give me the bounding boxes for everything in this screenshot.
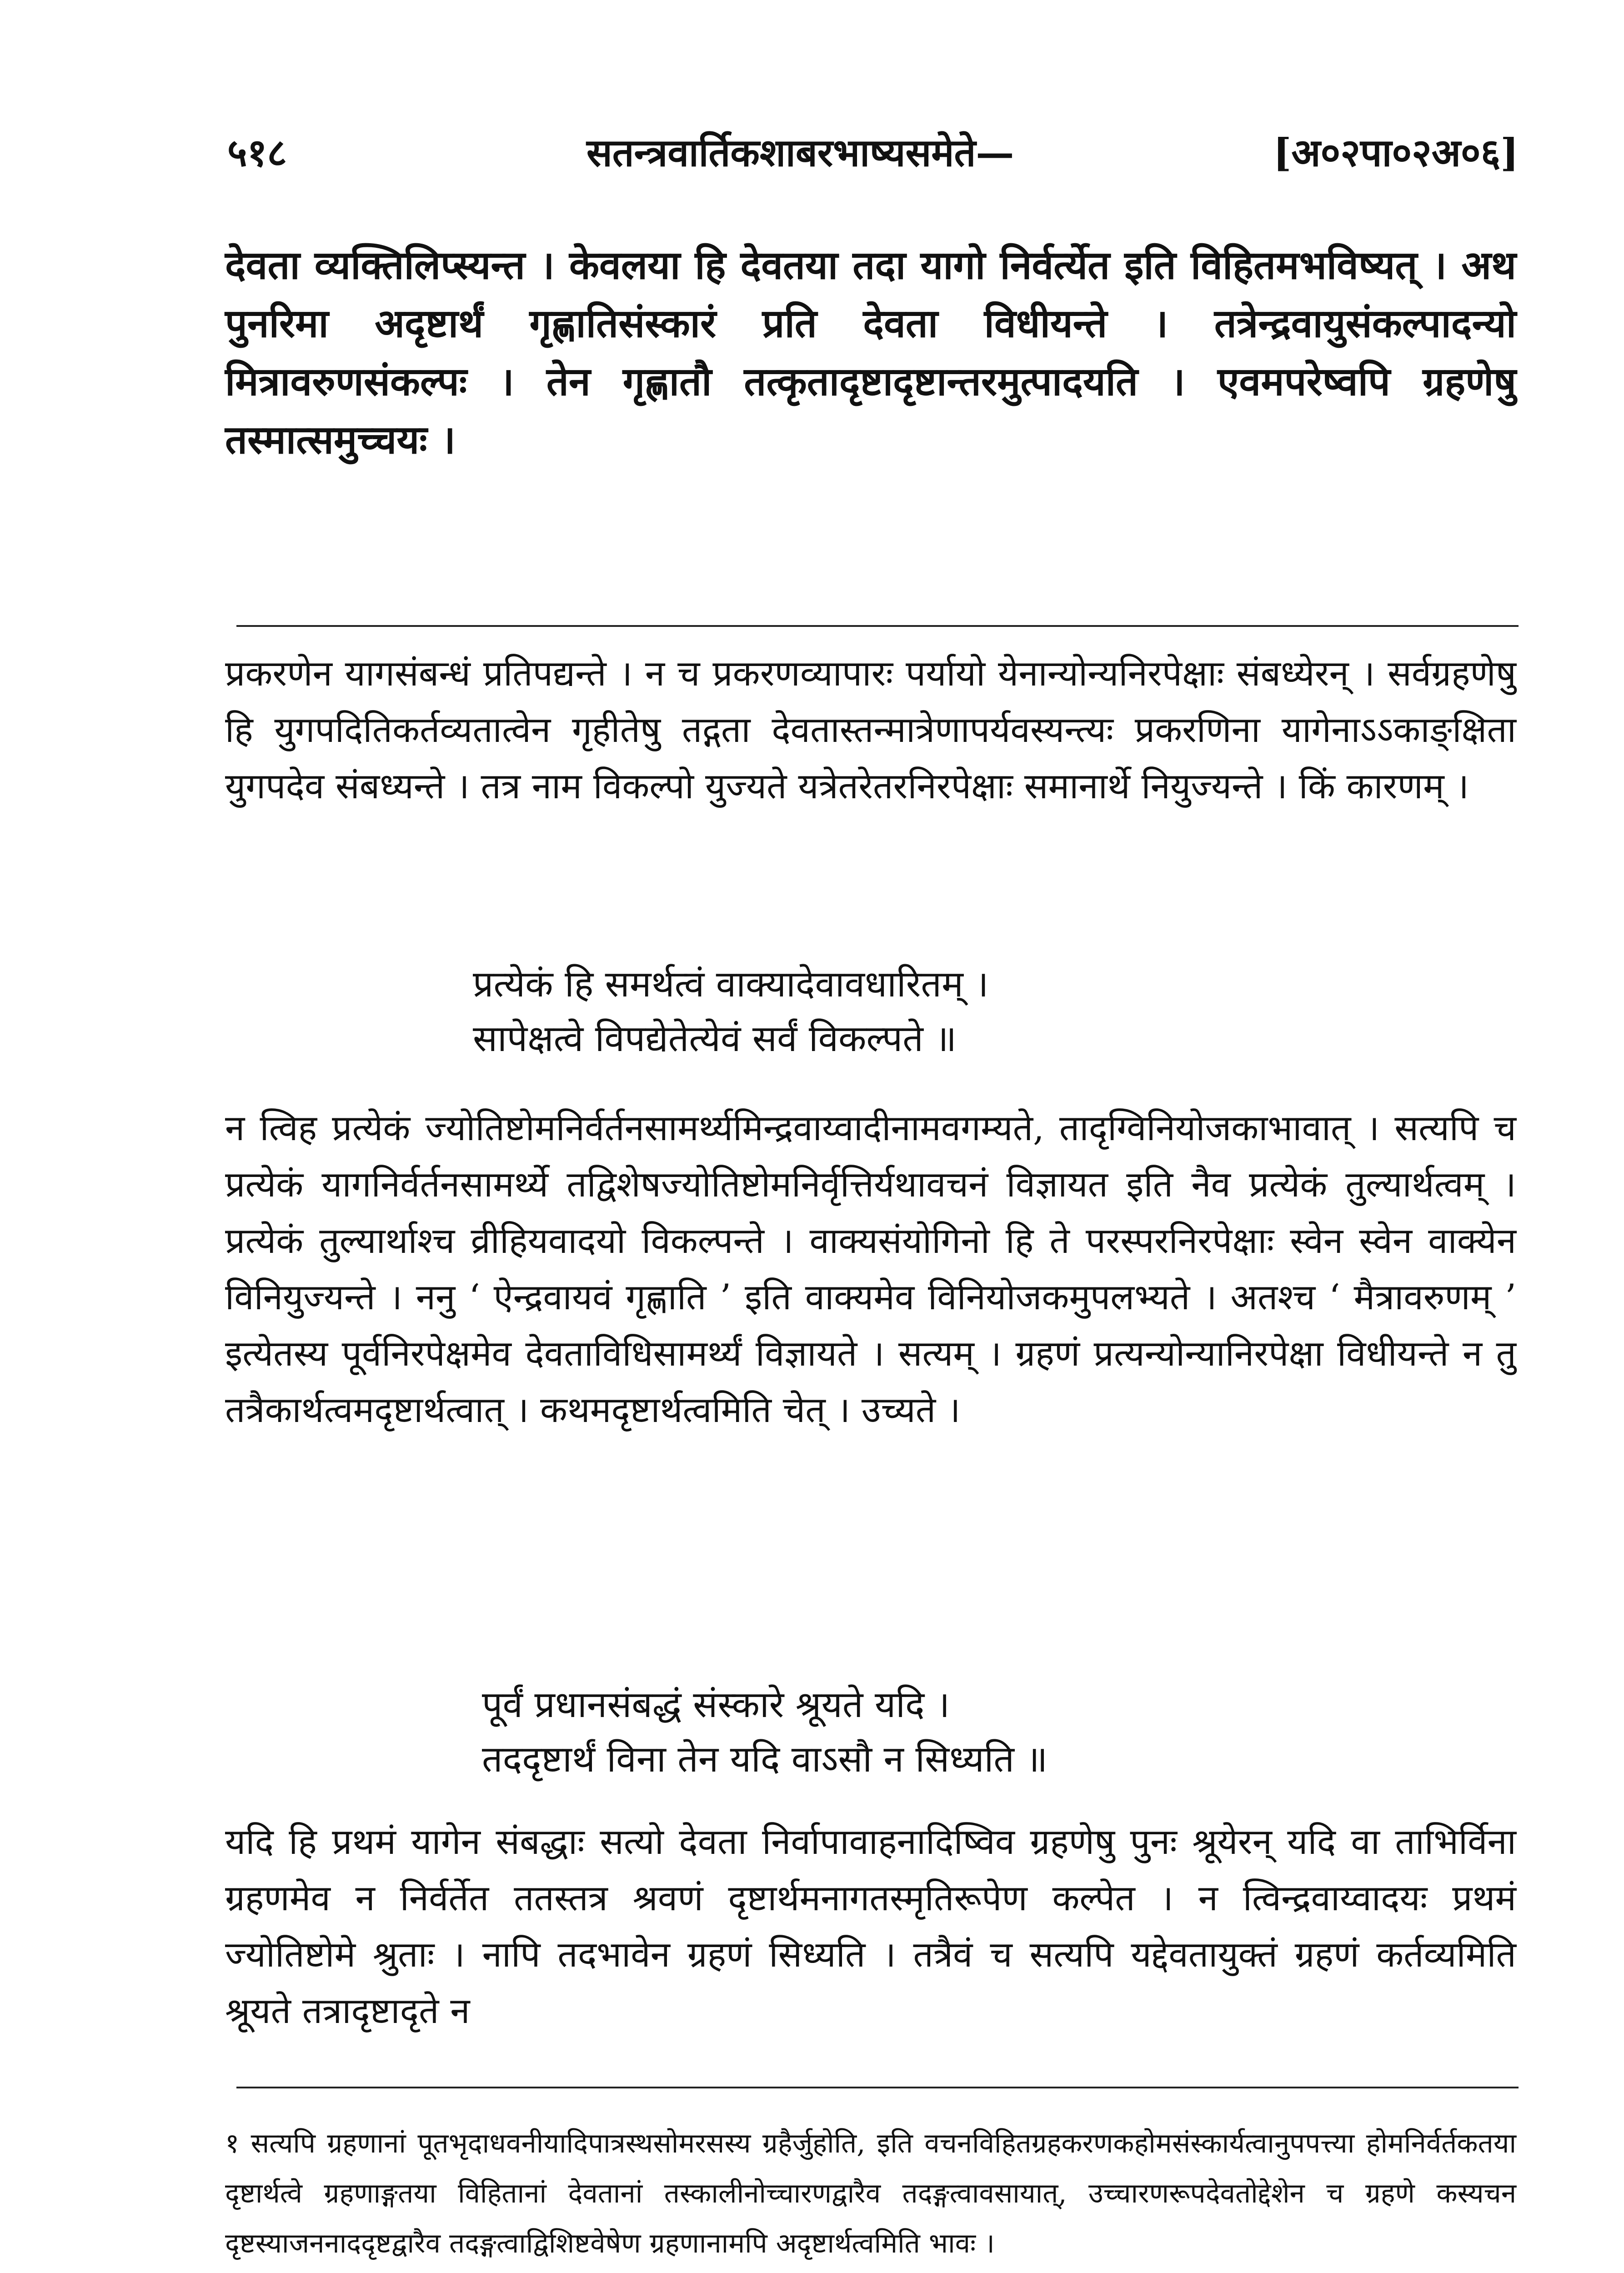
running-title: सतन्त्रवार्तिकशाबरभाष्यसमेते—	[586, 130, 1014, 175]
bhashya-paragraph-1	[225, 646, 1516, 815]
verse-block-1	[473, 957, 989, 1066]
page-number: ५१८	[227, 130, 287, 175]
verse-line: तददृष्टार्थं विना तेन यदि वाऽसौ न सिध्यति ॥	[482, 1738, 1048, 1780]
verse-line: पूर्वं प्रधानसंबद्धं संस्कारे श्रूयते यदि ।	[482, 1683, 950, 1726]
tantravartika-commentary-block	[225, 236, 1516, 469]
bhashya-paragraph-2	[225, 1100, 1516, 1438]
section-reference: [अ०२पा०२अ०६]	[1273, 130, 1519, 175]
main-text-paragraph: प्रकरणेन यागसंबन्धं प्रतिपद्यन्ते । न च प्रकरणव्यापारः पर्यायो येनान्योन्यनिरपेक्षाः संबध्येरन् । सर्वग्रहणेषु हि युगपदितिकर्तव्यतात्वेन गृहीतेषु तद्गता देवतास्तन्मात्रेणापर्यवस्यन्त्यः प्रकरणिना यागेनाऽऽकाङ्क्षिता युगपदेव संबध्यन्ते । तत्र नाम विकल्पो युज्यते यत्रेतरेतरनिरपेक्षाः समानार्थे नियुज्यन्ते । किं कारणम् ।	[225, 653, 1516, 807]
section-divider	[236, 625, 1519, 627]
footnote-text: १ सत्यपि ग्रहणानां पूतभृदाधवनीयादिपात्रस्थसोमरसस्य ग्रहैर्जुहोति, इति वचनविहितग्रहकरणकहोमसंस्कार्यत्वानुपपत्त्या होमनिर्वर्तकतया दृष्टार्थत्वे ग्रहणाङ्गतया विहितानां देवतानां तस्कालीनोच्चारणद्वारैव तदङ्गत्वावसायात्, उच्चारणरूपदेवतोद्देशेन च ग्रहणे कस्यचन दृष्टस्याजननाददृष्टद्वारैव तदङ्गत्वाद्विशिष्टवेषेण ग्रहणानामपि अदृष्टार्थत्वमिति भावः ।	[225, 2128, 1516, 2259]
page-header	[218, 125, 1519, 175]
main-text-paragraph: यदि हि प्रथमं यागेन संबद्धाः सत्यो देवता निर्वापावाहनादिष्विव ग्रहणेषु पुनः श्रूयेरन् यदि वा ताभिर्विना ग्रहणमेव न निर्वर्तेत ततस्तत्र श्रवणं दृष्टार्थमनागतस्मृतिरूपेण कल्पेत । न त्विन्द्रवाय्वादयः प्रथमं ज्योतिष्टोमे श्रुताः । नापि तदभावेन ग्रहणं सिध्यति । तत्रैवं च सत्यपि यद्देवतायुक्तं ग्रहणं कर्तव्यमिति श्रूयते तत्रादृष्टादृते न	[225, 1822, 1516, 2032]
verse-block-2	[482, 1677, 1048, 1787]
footnote-block	[225, 2118, 1516, 2268]
verse-line: प्रत्येकं हि समर्थत्वं वाक्यादेवावधारितम् ।	[473, 963, 989, 1005]
verse-line: सापेक्षत्वे विपद्येतेत्येवं सर्वं विकल्पते ॥	[473, 1017, 957, 1060]
commentary-paragraph: देवता व्यक्तिलिप्स्यन्त । केवलया हि देवतया तदा यागो निर्वर्त्येत इति विहितमभविष्यत् । अथ पुनरिमा अदृष्टार्थं गृह्णातिसंस्कारं प्रति देवता विधीयन्ते । तत्रेन्द्रवायुसंकल्पादन्यो मित्रावरुणसंकल्पः । तेन गृह्णातौ तत्कृतादृष्टादृष्टान्तरमुत्पादयति । एवमपरेष्वपि ग्रहणेषु तस्मात्समुच्चयः ।	[225, 242, 1516, 463]
footnote-divider	[236, 2087, 1519, 2088]
main-text-paragraph: न त्विह प्रत्येकं ज्योतिष्टोमनिर्वर्तनसामर्थ्यमिन्द्रवाय्वादीनामवगम्यते, तादृग्विनियोजकाभावात् । सत्यपि च प्रत्येकं यागनिर्वर्तनसामर्थ्ये तद्विशेषज्योतिष्टोमनिर्वृत्तिर्यथावचनं विज्ञायत इति नैव प्रत्येकं तुल्यार्थत्वम् । प्रत्येकं तुल्यार्थाश्च व्रीहियवादयो विकल्पन्ते । वाक्यसंयोगिनो हि ते परस्परनिरपेक्षाः स्वेन स्वेन वाक्येन विनियुज्यन्ते । ननु ‘ ऐन्द्रवायवं गृह्णाति ’ इति वाक्यमेव विनियोजकमुपलभ्यते । अतश्च ‘ मैत्रावरुणम् ’ इत्येतस्य पूर्वनिरपेक्षमेव देवताविधिसामर्थ्यं विज्ञायते । सत्यम् । ग्रहणं प्रत्यन्योन्यानिरपेक्षा विधीयन्ते न तु तत्रैकार्थत्वमदृष्टार्थत्वात् । कथमदृष्टार्थत्वमिति चेत् । उच्यते ।	[225, 1108, 1516, 1431]
bhashya-paragraph-3	[225, 1814, 1516, 2039]
